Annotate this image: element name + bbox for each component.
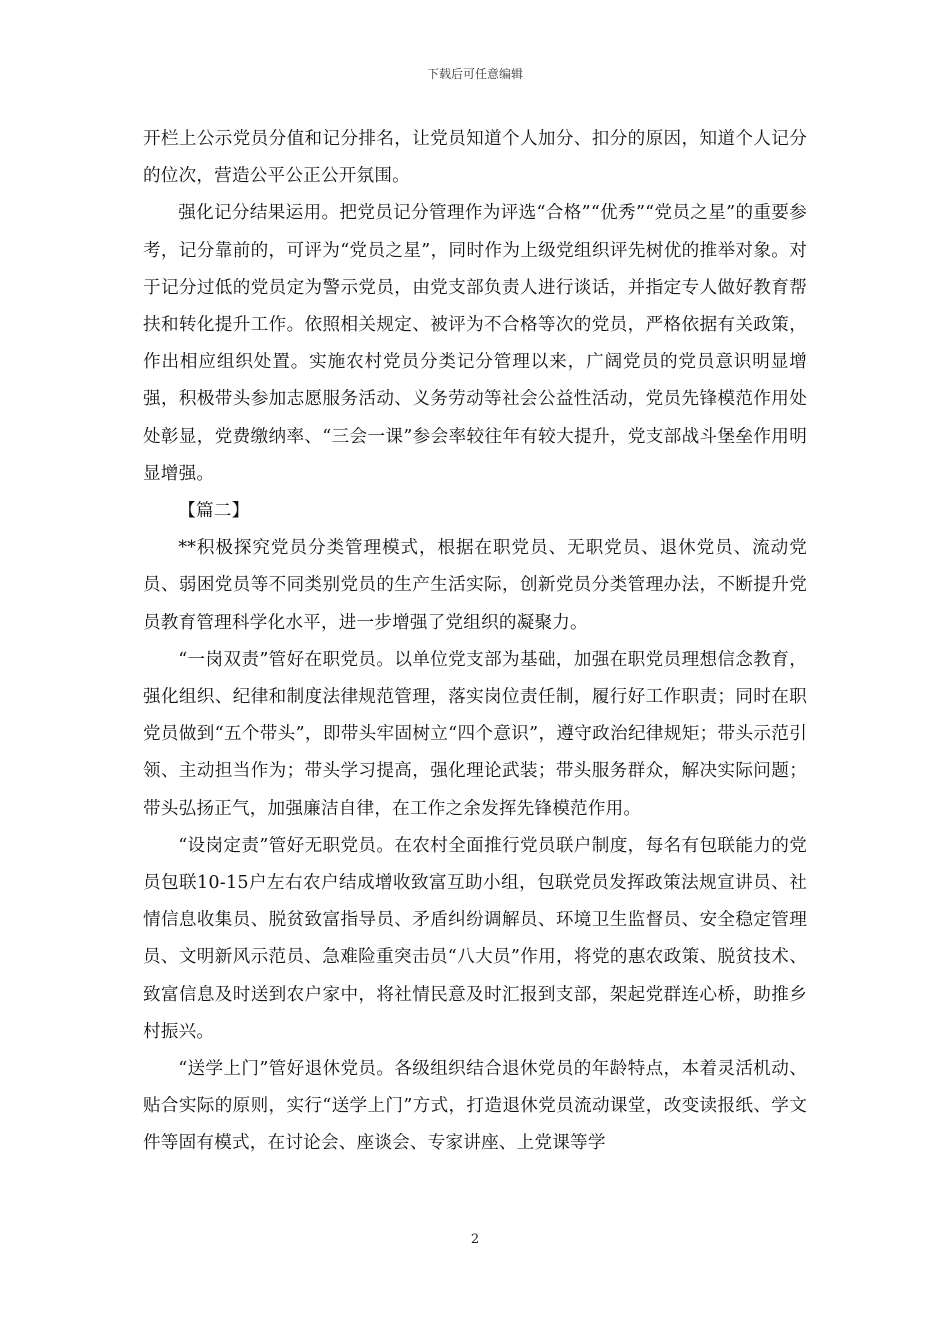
paragraph-continued: 开栏上公示党员分值和记分排名，让党员知道个人加分、扣分的原因，知道个人记分的位次，营造公平公正公开氛围。	[143, 129, 807, 187]
paragraph: “送学上门”管好退休党员。各级组织结合退休党员的年龄特点，本着灵活机动、贴合实际的原则，实行“送学上门”方式，打造退休党员流动课堂，改变读报纸、学文件等固有模式，在讨论会、座谈会、专家讲座、上党课等学	[143, 1059, 807, 1154]
paragraph: “一岗双责”管好在职党员。以单位党支部为基础，加强在职党员理想信念教育，强化组织、纪律和制度法律规范管理，落实岗位责任制，履行好工作职责；同时在职党员做到“五个带头”，即带头牢固树立“四个意识”，遵守政治纪律规矩；带头示范引领、主动担当作为；带头学习提高，强化理论武装；带头服务群众，解决实际问题；带头弘扬正气，加强廉洁自律，在工作之余发挥先锋模范作用。	[143, 649, 807, 819]
page-header-note: 下载后可任意编辑	[426, 67, 523, 81]
page-number: 2	[470, 1232, 480, 1247]
paragraph: “设岗定责”管好无职党员。在农村全面推行党员联户制度，每名有包联能力的党员包联10-15户左右农户结成增收致富互助小组，包联党员发挥政策法规宣讲员、社情信息收集员、脱贫致富指导员、矛盾纠纷调解员、环境卫生监督员、安全稳定管理员、文明新风示范员、急难险重突击员“八大员”作用，将党的惠农政策、脱贫技术、致富信息及时送到农户家中，将社情民意及时汇报到支部，架起党群连心桥，助推乡村振兴。	[143, 835, 807, 1042]
paragraph: 强化记分结果运用。把党员记分管理作为评选“合格”“优秀”“党员之星”的重要参考，记分靠前的，可评为“党员之星”，同时作为上级党组织评先树优的推举对象。对于记分过低的党员定为警示党员，由党支部负责人进行谈话，并指定专人做好教育帮扶和转化提升工作。依照相关规定、被评为不合格等次的党员，严格依据有关政策，作出相应组织处置。实施农村党员分类记分管理以来，广阔党员的党员意识明显增强，积极带头参加志愿服务活动、义务劳动等社会公益性活动，党员先锋模范作用处处彰显，党费缴纳率、“三会一课”参会率较往年有较大提升，党支部战斗堡垒作用明显增强。	[143, 203, 807, 484]
section-heading: 【篇二】	[178, 501, 250, 522]
document-body	[143, 121, 807, 1163]
paragraph: **积极探究党员分类管理模式，根据在职党员、无职党员、退休党员、流动党员、弱困党员等不同类别党员的生产生活实际，创新党员分类管理办法，不断提升党员教育管理科学化水平，进一步增强了党组织的凝聚力。	[143, 538, 807, 633]
